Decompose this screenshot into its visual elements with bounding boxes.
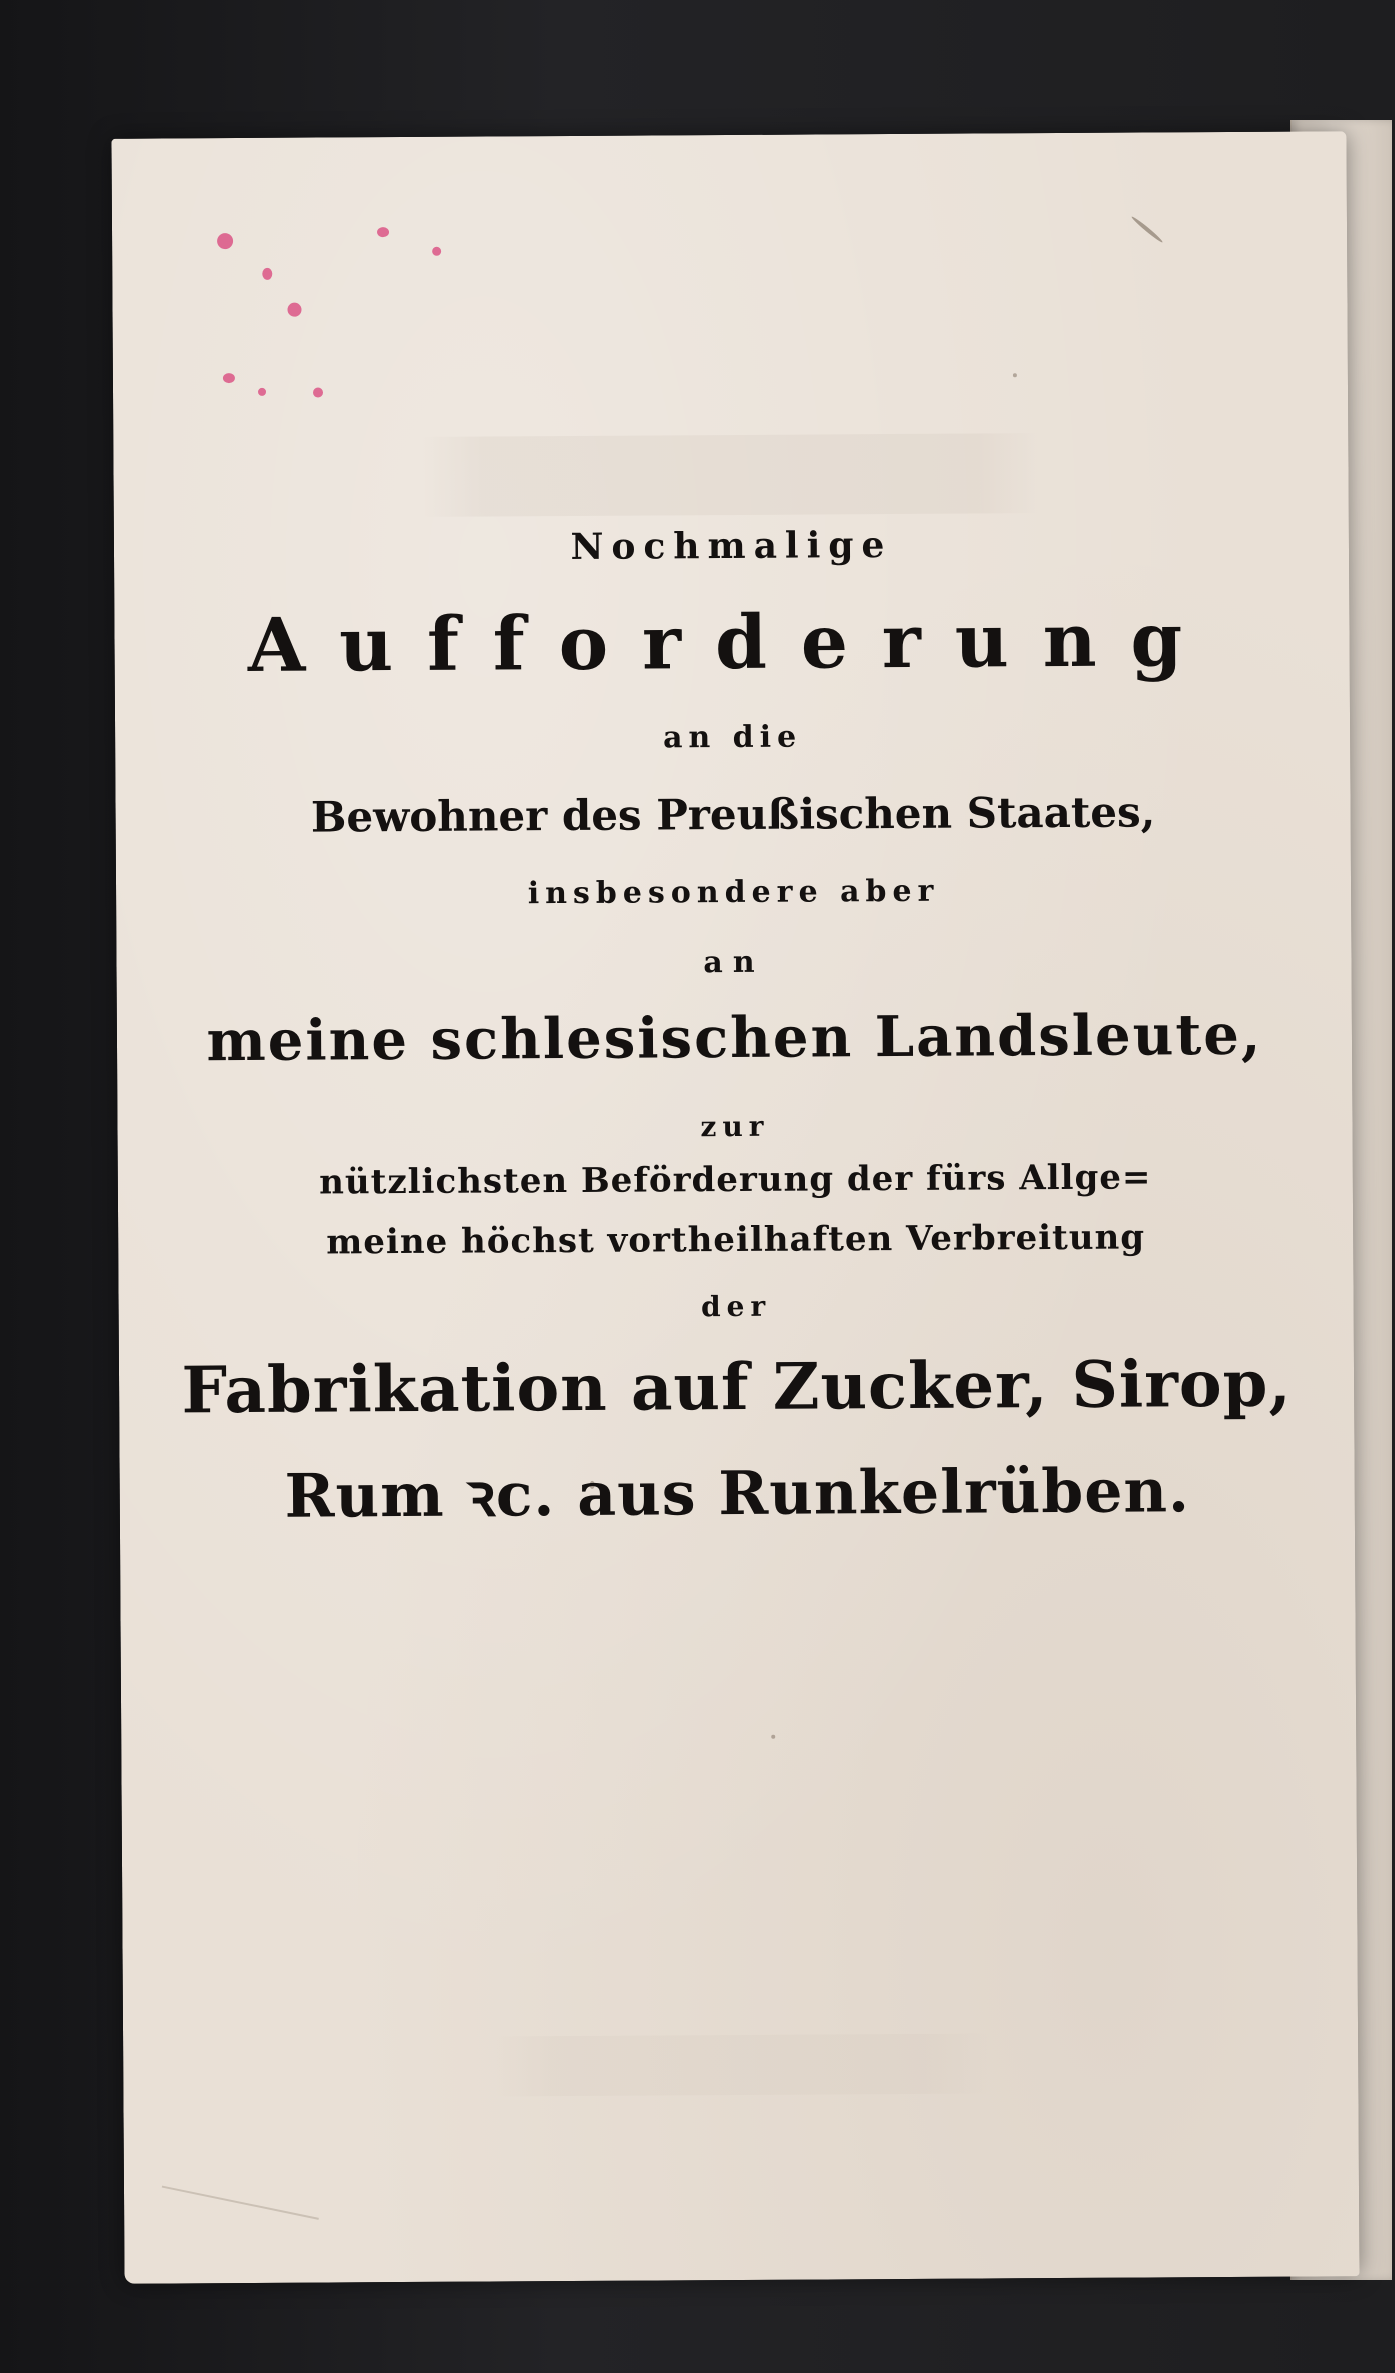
line-aufforderung: Aufforderung xyxy=(247,597,1217,689)
line-zur: zur xyxy=(700,1109,770,1144)
line-an-die: an die xyxy=(662,719,803,756)
line-bewohner: Bewohner des Preußischen Staates, xyxy=(310,787,1156,842)
line-befoerderung: nützlichsten Beförderung der fürs Allge= xyxy=(319,1157,1152,1203)
line-landsleute: meine schlesischen Landsleute, xyxy=(206,1001,1263,1075)
line-insbesondere: insbesondere aber xyxy=(527,873,940,912)
line-runkelrueben: Rum ꝛc. aus Runkelrüben. xyxy=(284,1456,1191,1532)
title-text-block xyxy=(111,131,1359,2284)
title-page xyxy=(111,131,1359,2284)
line-verbreitung: meine höchst vortheilhaften Verbreitung xyxy=(326,1217,1146,1263)
line-der: der xyxy=(700,1289,772,1324)
line-nochmalige: Nochmalige xyxy=(570,524,893,568)
line-an: an xyxy=(703,944,765,981)
line-fabrikation: Fabrikation auf Zucker, Sirop, xyxy=(181,1346,1292,1429)
